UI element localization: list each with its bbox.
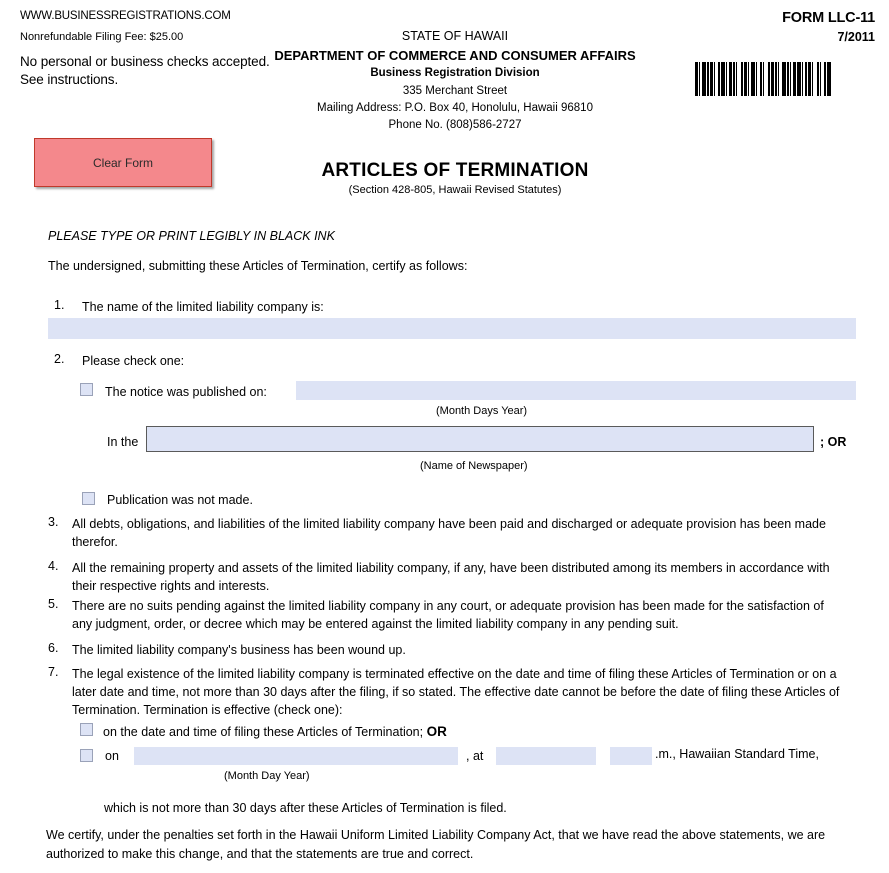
company-name-input[interactable]: [48, 318, 856, 339]
agency-header: [230, 27, 680, 134]
month-day-year-caption: (Month Day Year): [224, 770, 310, 782]
item-4-number: 4.: [48, 559, 59, 573]
barcode-icon: [695, 62, 875, 96]
street-address: 335 Merchant Street: [402, 84, 508, 97]
item-4-text: All the remaining property and assets of the limited liability company, if any, have been distributed among its members in accordance with their respective rights and interests.: [72, 561, 830, 594]
not-more-than-30-days-text: which is not more than 30 days after these Articles of Termination is filed.: [104, 801, 507, 815]
state-name: STATE OF HAWAII: [401, 29, 509, 43]
website-url: WWW.BUSINESSREGISTRATIONS.COM: [20, 10, 231, 22]
item-1-number: 1.: [54, 298, 65, 312]
item-1-text: The name of the limited liability company is:: [82, 300, 324, 314]
form-number: FORM LLC-11: [782, 10, 875, 26]
or-label-publication: ; OR: [820, 435, 847, 449]
header-right-block: [782, 10, 875, 44]
checkbox-notice-published[interactable]: [80, 383, 93, 396]
division-name: Business Registration Division: [370, 67, 540, 80]
checkbox-publication-not-made[interactable]: [82, 492, 95, 505]
effective-ampm-input[interactable]: [610, 747, 652, 765]
clear-form-button[interactable]: [34, 138, 212, 187]
certification-statement: We certify, under the penalties set forth in the Hawaii Uniform Limited Liability Company Act, that we have read the above statements, we are authorized to make this change, and that the statements are true and correct.: [46, 828, 826, 861]
newspaper-name-caption: (Name of Newspaper): [420, 460, 528, 472]
item-2-number: 2.: [54, 352, 65, 366]
item-5-text: There are no suits pending against the limited liability company in any court, or adequate provision has been made for the satisfaction of any judgment, order, or decree which may be entered against the limited liability company in any pending suit.: [72, 599, 824, 632]
checkbox-effective-on-date[interactable]: [80, 749, 93, 762]
effective-date-input[interactable]: [134, 747, 458, 765]
item-6-text: The limited liability company's business has been wound up.: [72, 643, 406, 657]
form-revision-date: 7/2011: [837, 30, 875, 44]
print-legibly-note: PLEASE TYPE OR PRINT LEGIBLY IN BLACK INK: [48, 229, 335, 243]
mailing-address: Mailing Address: P.O. Box 40, Honolulu, Hawaii 96810: [317, 101, 593, 114]
page-title: ARTICLES OF TERMINATION: [321, 160, 589, 181]
page-subtitle: (Section 428-805, Hawaii Revised Statutes): [348, 184, 562, 196]
checkbox-effective-on-filing[interactable]: [80, 723, 93, 736]
newspaper-name-input[interactable]: [146, 426, 814, 452]
item-7-text: The legal existence of the limited liability company is terminated effective on the date and time of filing these Articles of Termination or on a later date and time, not more than 30 days after the filing, if so stated. The effective date cannot be before the date of filing these Articles of Termination. Termination is effective (check one):: [72, 667, 840, 718]
ampm-hst-label: .m., Hawaiian Standard Time,: [655, 747, 819, 761]
item-6-number: 6.: [48, 641, 59, 655]
at-label: , at: [466, 749, 484, 763]
item-3-text: All debts, obligations, and liabilities of the limited liability company have been paid and discharged or adequate provision has been made therefor.: [72, 517, 826, 550]
item-3-number: 3.: [48, 515, 59, 529]
filing-fee-note: Nonrefundable Filing Fee: $25.00: [20, 31, 184, 43]
effective-on-filing-text: on the date and time of filing these Articles of Termination;: [103, 725, 424, 739]
notice-published-label: The notice was published on:: [105, 385, 267, 399]
item-5-number: 5.: [48, 597, 59, 611]
item-2-text: Please check one:: [82, 354, 185, 368]
on-label: on: [105, 749, 119, 763]
effective-time-input[interactable]: [496, 747, 596, 765]
department-name: DEPARTMENT OF COMMERCE AND CONSUMER AFFAIRS: [274, 47, 636, 63]
month-days-year-caption: (Month Days Year): [436, 405, 528, 417]
phone-number: Phone No. (808)586-2727: [388, 119, 522, 131]
clear-form-label: Clear Form: [92, 155, 153, 170]
publication-not-made-label: Publication was not made.: [107, 493, 253, 507]
publication-date-input[interactable]: [296, 381, 856, 400]
checks-note: No personal or business checks accepted. See instructions.: [20, 54, 270, 88]
in-the-label: In the: [107, 435, 139, 449]
item-7-number: 7.: [48, 665, 59, 679]
effective-or-label: OR: [426, 724, 447, 739]
undersigned-statement: The undersigned, submitting these Articles of Termination, certify as follows:: [48, 259, 468, 273]
effective-on-filing-label: [103, 722, 523, 742]
